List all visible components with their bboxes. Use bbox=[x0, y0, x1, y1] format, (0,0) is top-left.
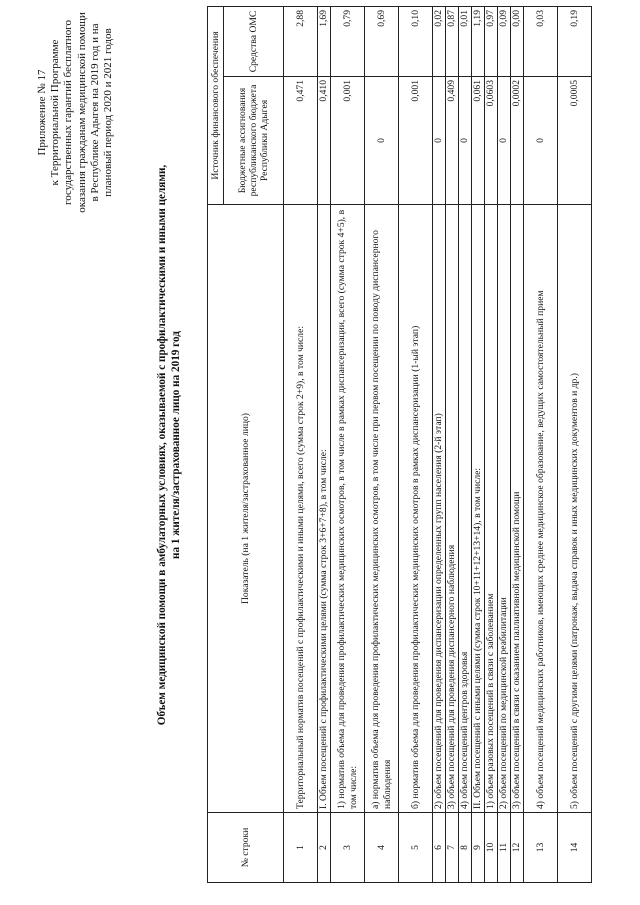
row-oms-value: 1,69 bbox=[318, 6, 331, 76]
header-oms: Средства ОМС bbox=[224, 6, 284, 76]
row-number: 13 bbox=[524, 813, 558, 883]
row-label: 5) объем посещений с другими целями (патронаж, выдача справок и иных медицинских документов и др.) bbox=[558, 205, 592, 813]
row-oms-value: 0,97 bbox=[485, 6, 498, 76]
table-row bbox=[524, 6, 558, 882]
row-budget-value: 0,409 bbox=[446, 77, 459, 205]
row-oms-value: 0,00 bbox=[511, 6, 524, 76]
table-row bbox=[318, 6, 331, 882]
table-row bbox=[446, 6, 459, 882]
appendix-note bbox=[36, 10, 115, 215]
document-title bbox=[156, 85, 183, 805]
title-line-2: на 1 жителя/застрахованное лицо на 2019 год bbox=[169, 331, 182, 559]
table-row bbox=[433, 6, 446, 882]
row-number: 10 bbox=[485, 813, 498, 883]
header-row-number: № строки bbox=[208, 813, 284, 883]
row-label: II. Объем посещений с иными целями (сумма строк 10+11+12+13+14), в том числе: bbox=[472, 205, 485, 813]
header-budget: Бюджетные ассигнования республиканского бюджета Республики Адыгея bbox=[224, 77, 284, 205]
row-oms-value: 0,09 bbox=[498, 6, 511, 76]
row-budget-value: 0,471 bbox=[284, 77, 318, 205]
row-number: 11 bbox=[498, 813, 511, 883]
row-oms-value: 0,79 bbox=[331, 6, 365, 76]
row-oms-value: 2,88 bbox=[284, 6, 318, 76]
title-line-1: Объем медицинской помощи в амбулаторных условиях, оказываемой с профилактическими и иными целями, bbox=[156, 164, 168, 726]
row-number: 4 bbox=[365, 813, 399, 883]
table-row bbox=[331, 6, 365, 882]
row-label: а) норматив объема для проведения профилактических медицинских осмотров, в том числе при первом посещении по поводу диспансерного наблюдения bbox=[365, 205, 399, 813]
table-row bbox=[472, 6, 485, 882]
row-number: 1 bbox=[284, 813, 318, 883]
appendix-line: Приложение № 17 bbox=[36, 69, 48, 156]
row-budget-value: 0 bbox=[365, 77, 399, 205]
row-oms-value: 0,87 bbox=[446, 6, 459, 76]
appendix-line: плановый период 2020 и 2021 годов bbox=[102, 28, 115, 197]
row-oms-value: 0,01 bbox=[459, 6, 472, 76]
row-number: 3 bbox=[331, 813, 365, 883]
appendix-line: к Территориальной Программе bbox=[49, 39, 62, 186]
row-budget-value: 0,0002 bbox=[511, 77, 524, 205]
row-budget-value: 0 bbox=[498, 77, 511, 205]
row-label: 3) объем посещений в связи с оказанием паллиативной медицинской помощи bbox=[511, 205, 524, 813]
table-row bbox=[459, 6, 472, 882]
appendix-line: государственных гарантий бесплатного bbox=[62, 19, 75, 206]
row-oms-value: 0,69 bbox=[365, 6, 399, 76]
row-budget-value: 0,0603 bbox=[485, 77, 498, 205]
row-label: Территориальный норматив посещений с профилактическими и иными целями, всего (сумма строк 2+9), в том числе: bbox=[284, 205, 318, 813]
table-row bbox=[511, 6, 524, 882]
row-budget-value: 0,001 bbox=[331, 77, 365, 205]
row-label: I. Объем посещений с профилактическими целями (сумма строк 3+6+7+8), в том числе: bbox=[318, 205, 331, 813]
row-number: 9 bbox=[472, 813, 485, 883]
row-oms-value: 0,10 bbox=[399, 6, 433, 76]
row-oms-value: 0,19 bbox=[558, 6, 592, 76]
row-budget-value: 0,061 bbox=[472, 77, 485, 205]
row-label: 1) объем разовых посещений в связи с заболеванием bbox=[485, 205, 498, 813]
header-indicator: Показатель (на 1 жителя/застрахованное лицо) bbox=[208, 205, 284, 813]
table-row bbox=[365, 6, 399, 882]
row-budget-value: 0,0005 bbox=[558, 77, 592, 205]
row-budget-value: 0 bbox=[459, 77, 472, 205]
table-row bbox=[558, 6, 592, 882]
table-row bbox=[498, 6, 511, 882]
row-number: 2 bbox=[318, 813, 331, 883]
row-budget-value: 0,001 bbox=[399, 77, 433, 205]
row-number: 5 bbox=[399, 813, 433, 883]
row-number: 12 bbox=[511, 813, 524, 883]
table-row bbox=[284, 6, 318, 882]
row-label: 2) объем посещений для проведения диспансеризации определенных групп населения (2-й этап) bbox=[433, 205, 446, 813]
row-oms-value: 1,19 bbox=[472, 6, 485, 76]
row-label: 4) объем посещений центров здоровья bbox=[459, 205, 472, 813]
row-label: 2) объем посещений по медицинской реабилитации bbox=[498, 205, 511, 813]
header-funding-source: Источник финансового обеспечения bbox=[208, 6, 224, 204]
appendix-line: в Республике Адыгея на 2019 год и на bbox=[88, 23, 101, 202]
row-budget-value: 0,410 bbox=[318, 77, 331, 205]
row-number: 8 bbox=[459, 813, 472, 883]
row-oms-value: 0,03 bbox=[524, 6, 558, 76]
row-label: 1) норматив объема для проведения профилактических медицинских осмотров, в том числе в рамках диспансеризации, всего (сумма строк 4+5), в том числе: bbox=[331, 205, 365, 813]
row-number: 14 bbox=[558, 813, 592, 883]
volume-table bbox=[207, 6, 592, 883]
row-label: 3) объем посещений для проведения диспансерного наблюдения bbox=[446, 205, 459, 813]
row-label: б) норматив объема для проведения профилактических медицинских осмотров в рамках диспансеризации (1-ый этап) bbox=[399, 205, 433, 813]
row-budget-value: 0 bbox=[524, 77, 558, 205]
table-row bbox=[399, 6, 433, 882]
table-row bbox=[485, 6, 498, 882]
row-label: 4) объем посещений медицинских работников, имеющих среднее медицинское образование, ведущих самостоятельный прием bbox=[524, 205, 558, 813]
row-number: 6 bbox=[433, 813, 446, 883]
row-number: 7 bbox=[446, 813, 459, 883]
row-budget-value: 0 bbox=[433, 77, 446, 205]
appendix-line: оказания гражданам медицинской помощи bbox=[75, 12, 88, 213]
row-oms-value: 0,02 bbox=[433, 6, 446, 76]
